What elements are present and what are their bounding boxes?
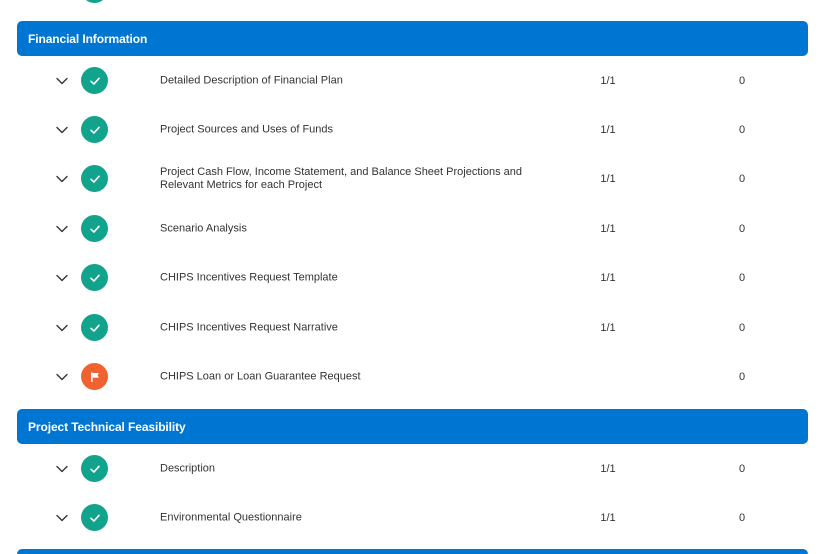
list-item <box>17 56 808 105</box>
chevron-down-icon[interactable] <box>55 222 69 236</box>
section-header-next-partial <box>17 549 808 554</box>
item-count: 1/1 <box>600 222 616 235</box>
item-count: 1/1 <box>600 123 616 136</box>
chevron-down-icon[interactable] <box>55 321 69 335</box>
item-title: CHIPS Incentives Request Template <box>160 271 338 283</box>
item-value: 0 <box>738 370 746 383</box>
chevron-down-icon[interactable] <box>55 462 69 476</box>
list-item <box>17 303 808 352</box>
item-value: 0 <box>738 123 746 136</box>
section-header-financial-information[interactable] <box>17 21 808 56</box>
item-count: 1/1 <box>600 271 616 284</box>
list-item <box>17 253 808 302</box>
chevron-down-icon[interactable] <box>55 74 69 88</box>
checkmark-icon <box>81 116 108 143</box>
checkmark-icon <box>81 215 108 242</box>
list-item <box>17 352 808 401</box>
item-value: 0 <box>738 511 746 524</box>
list-item <box>17 105 808 154</box>
item-title: Project Sources and Uses of Funds <box>160 123 334 135</box>
chevron-down-icon[interactable] <box>55 172 69 186</box>
chevron-down-icon[interactable] <box>55 370 69 384</box>
item-value: 0 <box>738 462 746 475</box>
item-count: 1/1 <box>600 172 616 185</box>
item-title: Scenario Analysis <box>160 222 247 234</box>
list-item <box>17 154 808 203</box>
item-title: CHIPS Loan or Loan Guarantee Request <box>160 370 361 382</box>
item-title: Environmental Questionnaire <box>160 511 302 523</box>
item-value: 0 <box>738 74 746 87</box>
flag-icon <box>81 363 108 390</box>
list-item <box>17 204 808 253</box>
item-count: 1/1 <box>600 74 616 87</box>
item-count: 1/1 <box>600 511 616 524</box>
list-item <box>17 493 808 542</box>
item-title: Detailed Description of Financial Plan <box>160 74 343 86</box>
item-title: Project Cash Flow, Income Statement, and Balance Sheet Projections and Relevant Metrics for each Project <box>160 165 522 191</box>
section-title: Project Technical Feasibility <box>28 419 186 434</box>
chevron-down-icon[interactable] <box>55 271 69 285</box>
section-title: Financial Information <box>28 31 148 46</box>
section-header-project-technical-feasibility[interactable] <box>17 409 808 444</box>
chevron-down-icon[interactable] <box>55 123 69 137</box>
checkmark-icon <box>81 504 108 531</box>
item-value: 0 <box>738 321 746 334</box>
item-title: Description <box>160 462 216 474</box>
item-count: 1/1 <box>600 321 616 334</box>
item-title: CHIPS Incentives Request Narrative <box>160 321 338 333</box>
checkmark-icon <box>81 314 108 341</box>
item-value: 0 <box>738 271 746 284</box>
checkmark-icon <box>81 67 108 94</box>
chevron-down-icon[interactable] <box>55 511 69 525</box>
item-value: 0 <box>738 172 746 185</box>
checkmark-icon <box>81 165 108 192</box>
item-value: 0 <box>738 222 746 235</box>
status-complete-icon-partial <box>81 0 108 3</box>
list-item <box>17 444 808 493</box>
checkmark-icon <box>81 455 108 482</box>
item-count: 1/1 <box>600 462 616 475</box>
checkmark-icon <box>81 264 108 291</box>
